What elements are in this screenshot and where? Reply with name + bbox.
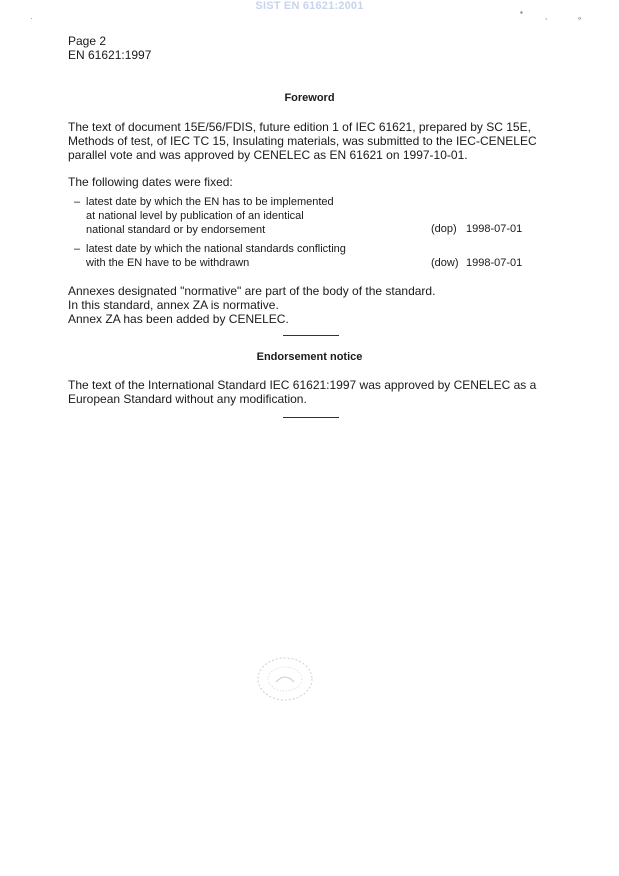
scan-speck: ▪ [520, 8, 523, 17]
section-divider [283, 335, 339, 336]
watermark: SIST EN 61621:2001 [255, 0, 364, 12]
page-number: Page 2 [68, 34, 107, 48]
scan-speck: · [30, 14, 33, 23]
section-divider [283, 417, 339, 418]
text-line: Annex ZA has been added by CENELEC. [68, 312, 289, 326]
text-line: The text of the International Standard IEC 61621:1997 was approved by CENELEC as a [68, 378, 537, 392]
scan-speck: ∘ [577, 14, 583, 23]
list-dash: – [74, 196, 81, 208]
faint-stamp-mark [254, 654, 316, 704]
standard-number: EN 61621:1997 [68, 48, 152, 62]
date-code: (dow) [431, 257, 459, 269]
text-line: parallel vote and was approved by CENELEC as EN 61621 on 1997-10-01. [68, 148, 468, 162]
text-line: European Standard without any modification. [68, 392, 307, 406]
list-dash: – [74, 243, 81, 255]
text-line: The text of document 15E/56/FDIS, future edition 1 of IEC 61621, prepared by SC 15E, [68, 120, 531, 134]
text-line: with the EN have to be withdrawn [86, 257, 250, 269]
page-header [68, 34, 151, 62]
text-line: national standard or by endorsement [86, 224, 266, 236]
date-value: 1998-07-01 [466, 257, 523, 269]
annex-note [68, 284, 558, 326]
scan-speck: , [545, 12, 548, 21]
endorsement-text [68, 378, 558, 406]
date-code: (dop) [431, 223, 457, 235]
text-line: at national level by publication of an identical [86, 210, 304, 222]
endorsement-title: Endorsement notice [256, 351, 363, 363]
text-line: Methods of test, of IEC TC 15, Insulating materials, was submitted to the IEC-CENELEC [68, 134, 537, 148]
dates-intro: The following dates were fixed: [68, 175, 233, 189]
text-line: latest date by which the EN has to be implemented [86, 196, 334, 208]
text-line: latest date by which the national standards conflicting [86, 243, 346, 255]
foreword-intro [68, 120, 558, 162]
date-value: 1998-07-01 [466, 223, 523, 235]
text-line: In this standard, annex ZA is normative. [68, 298, 279, 312]
foreword-title: Foreword [284, 92, 335, 104]
text-line: Annexes designated "normative" are part of the body of the standard. [68, 284, 436, 298]
